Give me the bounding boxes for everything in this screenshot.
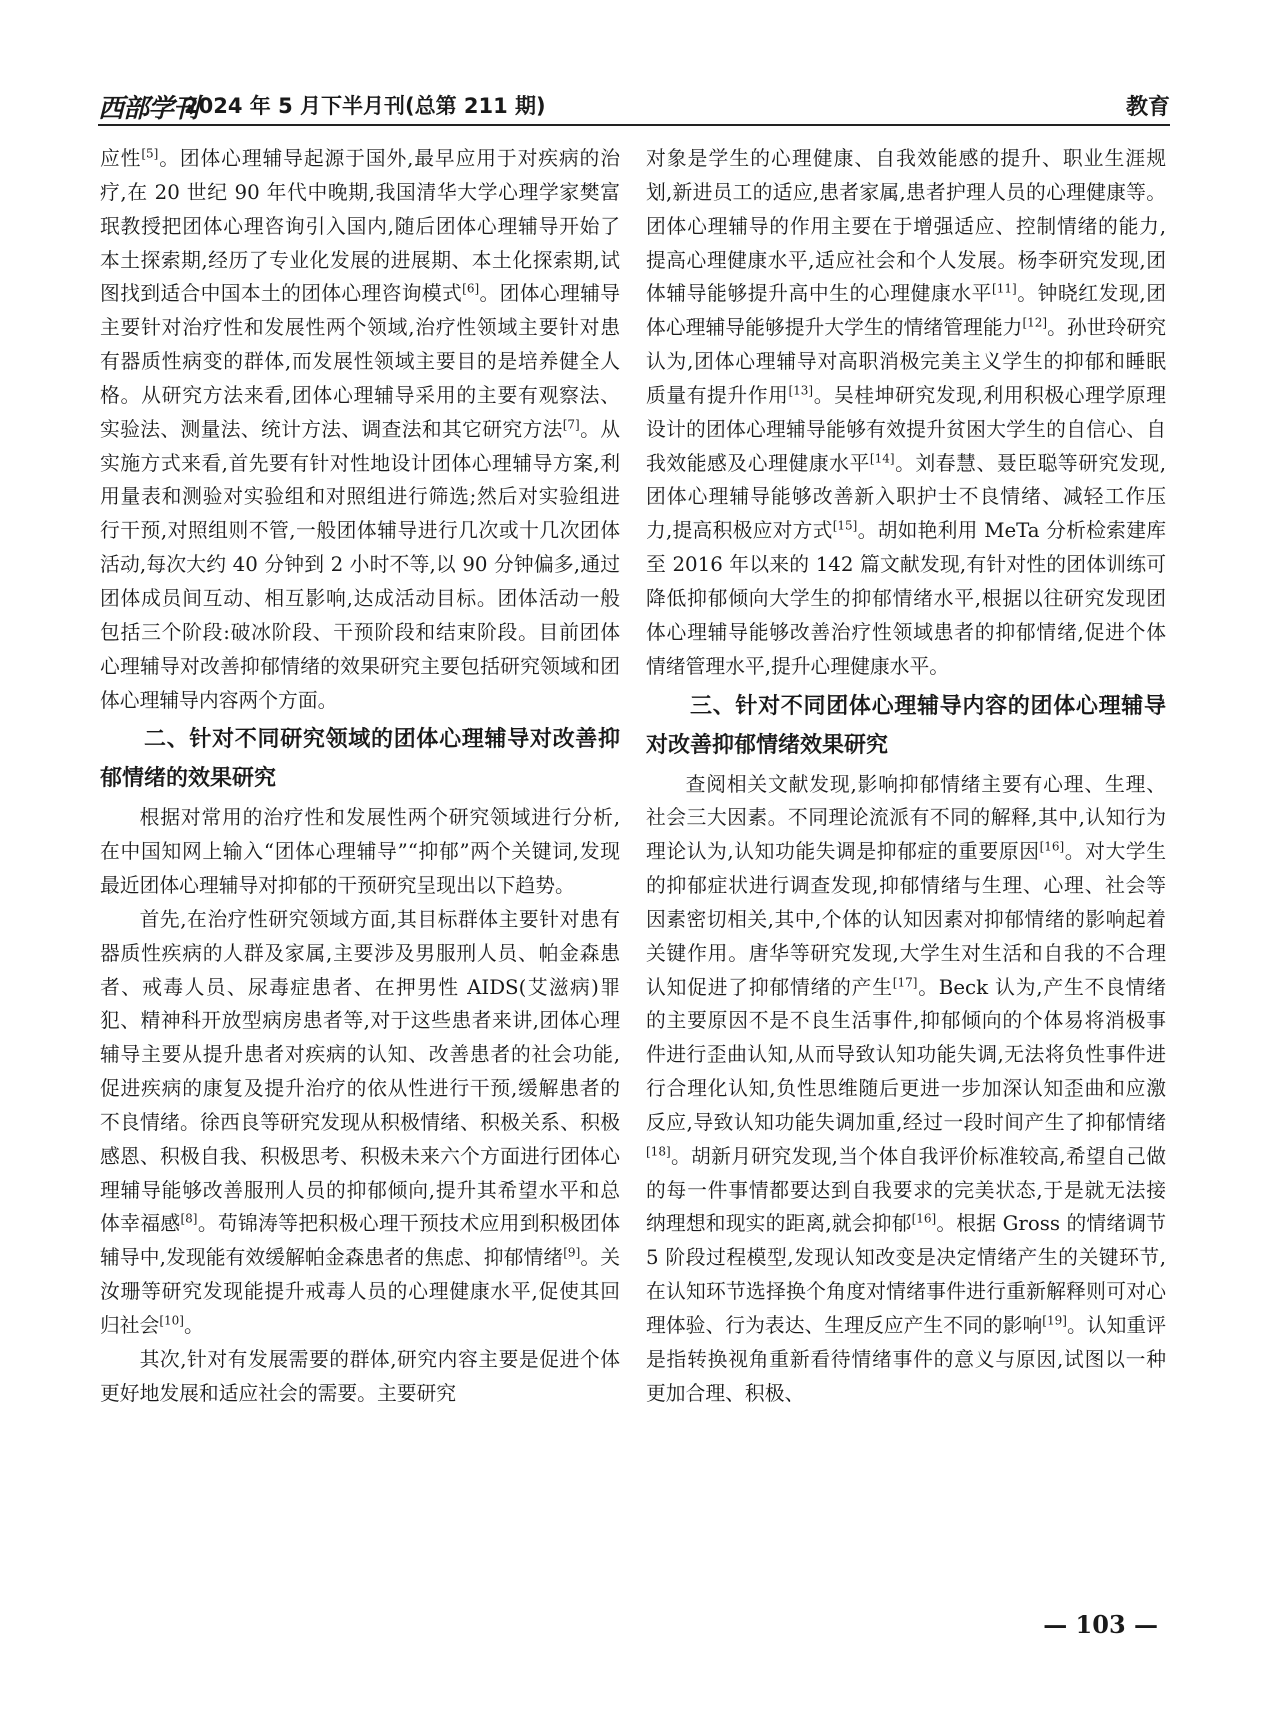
section-label: 教育: [1125, 95, 1170, 120]
citation-ref: [10]: [159, 1313, 184, 1328]
citation-ref: [19]: [1042, 1313, 1067, 1328]
journal-issue: 2024 年 5 月下半月刊(总第 211 期): [184, 94, 546, 118]
citation-ref: [18]: [646, 1144, 671, 1159]
paragraph: 对象是学生的心理健康、自我效能感的提升、职业生涯规划,新进员工的适应,患者家属,患者护理人员的心理健康等。团体心理辅导的作用主要在于增强适应、控制情绪的能力,提高心理健康水平,适应社会和个人发展。杨李研究发现,团体辅导能够提升高中生的心理健康水平[11]。钟晓红发现,团体心理辅导能够提升大学生的情绪管理能力[12]。孙世玲研究认为,团体心理辅导对高职消极完美主义学生的抑郁和睡眠质量有提升作用[13]。吴桂坤研究发现,利用积极心理学原理设计的团体心理辅导能够有效提升贫困大学生的自信心、自我效能感及心理健康水平[14]。刘春慧、聂臣聪等研究发现,团体心理辅导能够改善新入职护士不良情绪、减轻工作压力,提高积极应对方式[15]。胡如艳利用 MeTa 分析检索建库至 2016 年以来的 142 篇文献发现,有针对性的团体训练可降低抑郁倾向大学生的抑郁情绪水平,根据以往研究发现团体心理辅导能够改善治疗性领域患者的抑郁情绪,促进个体情绪管理水平,提升心理健康水平。: [646, 147, 1166, 678]
right-column: [646, 142, 1166, 1411]
citation-ref: [13]: [788, 383, 814, 398]
citation-ref: [17]: [892, 974, 918, 989]
running-header: [98, 86, 1170, 122]
paragraph: 应性[5]。团体心理辅导起源于国外,最早应用于对疾病的治疗,在 20 世纪 90 年代中晚期,我国清华大学心理学家樊富珉教授把团体心理咨询引入国内,随后团体心理辅导开始了本土探索期,经历了专业化发展的进展期、本土化探索期,试图找到适合中国本土的团体心理咨询模式[6]。团体心理辅导主要针对治疗性和发展性两个领域,治疗性领域主要针对患有器质性病变的群体,而发展性领域主要目的是培养健全人格。从研究方法来看,团体心理辅导采用的主要有观察法、实验法、测量法、统计方法、调查法和其它研究方法[7]。从实施方式来看,首先要有针对性地设计团体心理辅导方案,利用量表和测验对实验组和对照组进行筛选;然后对实验组进行干预,对照组则不管,一般团体辅导进行几次或十几次团体活动,每次大约 40 分钟到 2 小时不等,以 90 分钟偏多,通过团体成员间互动、相互影响,达成活动目标。团体活动一般包括三个阶段:破冰阶段、干预阶段和结束阶段。目前团体心理辅导对改善抑郁情绪的效果研究主要包括研究领域和团体心理辅导内容两个方面。: [100, 146, 620, 712]
citation-ref: [7]: [562, 417, 580, 432]
section-heading: 二、针对不同研究领域的团体心理辅导对改善抑郁情绪的效果研究: [100, 727, 620, 792]
citation-ref: [8]: [180, 1211, 198, 1226]
paragraph: 首先,在治疗性研究领域方面,其目标群体主要针对患有器质性疾病的人群及家属,主要涉及男服刑人员、帕金森患者、戒毒人员、尿毒症患者、在押男性 AIDS(艾滋病)罪犯、精神科开放型病房患者等,对于这些患者来讲,团体心理辅导主要从提升患者对疾病的认知、改善患者的社会功能,促进疾病的康复及提升治疗的依从性进行干预,缓解患者的不良情绪。徐西良等研究发现从积极情绪、积极关系、积极感恩、积极自我、积极思考、积极未来六个方面进行团体心理辅导能够改善服刑人员的抑郁倾向,提升其希望水平和总体幸福感[8]。苟锦涛等把积极心理干预技术应用到积极团体辅导中,发现能有效缓解帕金森患者的焦虑、抑郁情绪[9]。关汝珊等研究发现能提升戒毒人员的心理健康水平,促使其回归社会[10]。: [100, 907, 620, 1337]
citation-ref: [6]: [462, 281, 480, 296]
citation-ref: [12]: [1022, 315, 1048, 330]
header-rule: [98, 124, 1170, 126]
paragraph: 根据对常用的治疗性和发展性两个研究领域进行分析,在中国知网上输入“团体心理辅导”“抑郁”两个关键词,发现最近团体心理辅导对抑郁的干预研究呈现出以下趋势。: [100, 806, 620, 898]
citation-ref: [5]: [141, 146, 159, 161]
citation-ref: [16]: [1039, 839, 1065, 854]
citation-ref: [14]: [869, 451, 895, 465]
citation-ref: [11]: [992, 281, 1017, 296]
paragraph: 其次,针对有发展需要的群体,研究内容主要是促进个体更好地发展和适应社会的需要。主要研究: [100, 1347, 620, 1405]
paragraph: 查阅相关文献发现,影响抑郁情绪主要有心理、生理、社会三大因素。不同理论流派有不同的解释,其中,认知行为理论认为,认知功能失调是抑郁症的重要原因[16]。对大学生的抑郁症状进行调查发现,抑郁情绪与生理、心理、社会等因素密切相关,其中,个体的认知因素对抑郁情绪的影响起着关键作用。唐华等研究发现,大学生对生活和自我的不合理认知促进了抑郁情绪的产生[17]。Beck 认为,产生不良情绪的主要原因不是不良生活事件,抑郁倾向的个体易将消极事件进行歪曲认知,从而导致认知功能失调,无法将负性事件进行合理化认知,负性思维随后更进一步加深认知歪曲和应激反应,导致认知功能失调加重,经过一段时间产生了抑郁情绪[18]。胡新月研究发现,当个体自我评价标准较高,希望自己做的每一件事情都要达到自我要求的完美状态,于是就无法接纳理想和现实的距离,就会抑郁[16]。根据 Gross 的情绪调节 5 阶段过程模型,发现认知改变是决定情绪产生的关键环节,在认知环节选择换个角度对情绪事件进行重新解释则可对心理体验、行为表达、生理反应产生不同的影响[19]。认知重评是指转换视角重新看待情绪事件的意义与原因,试图以一种更加合理、积极、: [646, 772, 1167, 1405]
page-number: — 103 —: [1043, 1610, 1158, 1639]
citation-ref: [9]: [563, 1245, 581, 1260]
journal-logo: 西部学刊: [98, 94, 199, 124]
section-heading: 三、针对不同团体心理辅导内容的团体心理辅导对改善抑郁情绪效果研究: [646, 693, 1166, 758]
citation-ref: [15]: [832, 518, 858, 533]
left-column: [100, 142, 620, 1411]
citation-ref: [16]: [911, 1211, 937, 1226]
